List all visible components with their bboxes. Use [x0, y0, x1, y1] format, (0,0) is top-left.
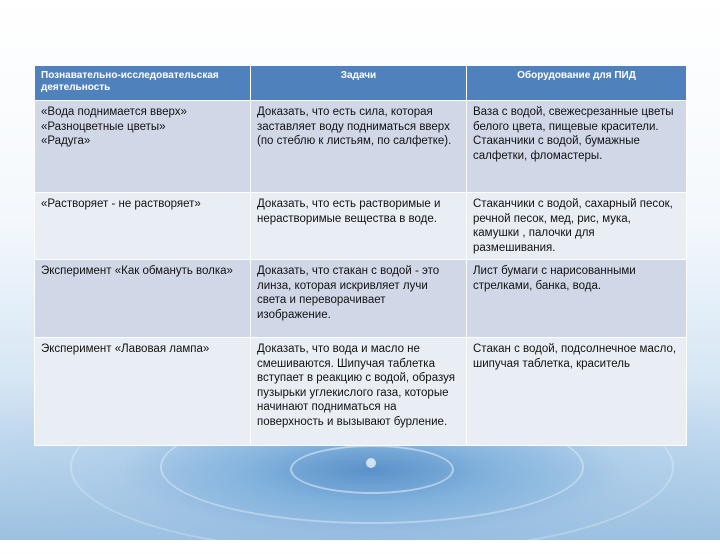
cell-tasks: Доказать, что есть растворимые и нерастворимые вещества в воде.: [251, 193, 467, 260]
table-row: [35, 193, 687, 260]
cell-activity: Эксперимент «Как обмануть волка»: [35, 260, 251, 338]
cell-equipment: Стаканчики с водой, сахарный песок, речной песок, мед, рис, мука, камушки , палочки для размешивания.: [467, 193, 687, 260]
cell-tasks: Доказать, что стакан с водой - это линза, которая искривляет лучи света и переворачивает изображение.: [251, 260, 467, 338]
cell-tasks: Доказать, что есть сила, которая заставляет воду подниматься вверх (по стеблю к листьям, по салфетке).: [251, 101, 467, 193]
table-row: [35, 101, 687, 193]
cell-equipment: Лист бумаги с нарисованными стрелками, банка, вода.: [467, 260, 687, 338]
table-header-row: [35, 66, 687, 101]
table-row: [35, 260, 687, 338]
cell-equipment: Стакан с водой, подсолнечное масло, шипучая таблетка, краситель: [467, 338, 687, 446]
header-equipment: Оборудование для ПИД: [467, 66, 687, 101]
cell-activity: «Растворяет - не растворяет»: [35, 193, 251, 260]
water-ripple-inner: [290, 445, 454, 494]
header-activity: Познавательно-исследовательская деятельность: [35, 66, 251, 101]
experiments-table: [34, 65, 687, 446]
table-row: [35, 338, 687, 446]
cell-equipment: Ваза с водой, свежесрезанные цветы белого цвета, пищевые красители. Стаканчики с водой, бумажные салфетки, фломастеры.: [467, 101, 687, 193]
cell-activity: «Вода поднимается вверх» «Разноцветные цветы» «Радуга»: [35, 101, 251, 193]
water-drop: [366, 458, 376, 468]
header-tasks: Задачи: [251, 66, 467, 101]
cell-tasks: Доказать, что вода и масло не смешиваются. Шипучая таблетка вступает в реакцию с водой, образуя пузырьки углекислого газа, которые начинают подниматься на поверхность и вызывают бурление.: [251, 338, 467, 446]
cell-activity: Эксперимент «Лавовая лампа»: [35, 338, 251, 446]
